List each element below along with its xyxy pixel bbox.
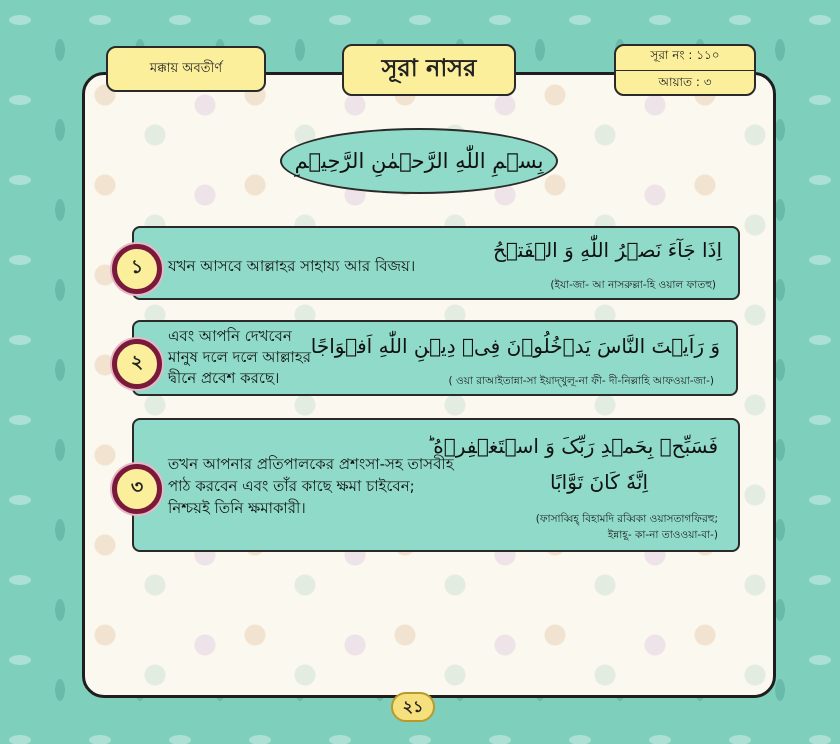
verse-2-translation-line-2: মানুষ দলে দলে আল্লাহর <box>168 348 312 366</box>
verse-2-translation-line-3: দ্বীনে প্রবেশ করছে। <box>168 369 280 387</box>
ayat-count: আয়াত : ৩ <box>616 70 754 97</box>
verse-1-arabic: اِذَا جَآءَ نَصۡرُ اللّٰهِ وَ الۡفَتۡحُ <box>493 238 722 262</box>
verse-number-badge-2 <box>112 339 162 389</box>
verse-2-arabic: وَ رَاَیۡتَ النَّاسَ یَدۡخُلُوۡنَ فِیۡ دِیۡنِ اللّٰهِ اَفۡوَاجًا <box>310 334 720 358</box>
verse-box-2 <box>132 320 738 396</box>
verse-number-2: ২ <box>130 351 144 373</box>
verse-3-transliteration-line-1: (ফাসাব্বিহ্‌ বিহামদি রব্বিকা ওয়াসতাগফিরহু; <box>535 513 718 525</box>
verse-3-arabic-line-1: فَسَبِّحۡ بِحَمۡدِ رَبِّکَ وَ اسۡتَغۡفِرۡهُ ؕ <box>426 434 718 458</box>
page-number-text: ২১ <box>402 696 424 716</box>
verse-number-3: ৩ <box>130 476 144 498</box>
verse-box-1 <box>132 226 740 300</box>
verse-number-badge-3 <box>112 464 162 514</box>
verse-3-translation-line-1: তখন আপনার প্রতিপালকের প্রশংসা-সহ তাসবীহ <box>168 455 454 473</box>
verse-2-transliteration: ( ওয়া রাআইতান্না-সা ইয়াদ্‌খুলূ-না ফী- দী-নিল্লাহি আফওয়া-জা-) <box>448 375 714 387</box>
bismillah-text: بِسۡمِ اللّٰهِ الرَّحۡمٰنِ الرَّحِیۡمِ <box>294 149 544 173</box>
revelation-label: মক্কায় অবতীর্ণ <box>149 60 223 76</box>
revelation-tag <box>106 46 266 92</box>
surah-info-tag <box>614 44 756 96</box>
verse-number-badge-1 <box>112 244 162 294</box>
verse-3-translation-line-2: পাঠ করবেন এবং তাঁর কাছে ক্ষমা চাইবেন; <box>168 477 415 495</box>
surah-number: সূরা নং : ১১০ <box>650 47 720 62</box>
page-number <box>391 692 435 722</box>
page-title: সূরা নাসর <box>381 54 477 82</box>
verse-number-1: ১ <box>130 256 144 278</box>
verse-3-transliteration-line-2: ইন্নাহূ- কা-না তাওওয়া-বা-) <box>607 529 718 541</box>
verse-1-transliteration: (ইযা-জা- আ নাসরুল্লা-হি ওয়াল ফাতহু) <box>550 279 716 291</box>
verse-2-translation-line-1: এবং আপনি দেখবেন <box>168 327 292 345</box>
bismillah-oval <box>280 128 558 194</box>
verse-box-3 <box>132 418 740 552</box>
title-tag <box>342 44 516 96</box>
verse-1-translation-line: যখন আসবে আল্লাহর সাহায্য আর বিজয়। <box>168 257 416 275</box>
verse-3-arabic-line-2: اِنَّهٗ کَانَ تَوَّابًا <box>550 470 648 494</box>
verse-3-translation-line-3: নিশ্চয়ই তিনি ক্ষমাকারী। <box>168 499 306 517</box>
